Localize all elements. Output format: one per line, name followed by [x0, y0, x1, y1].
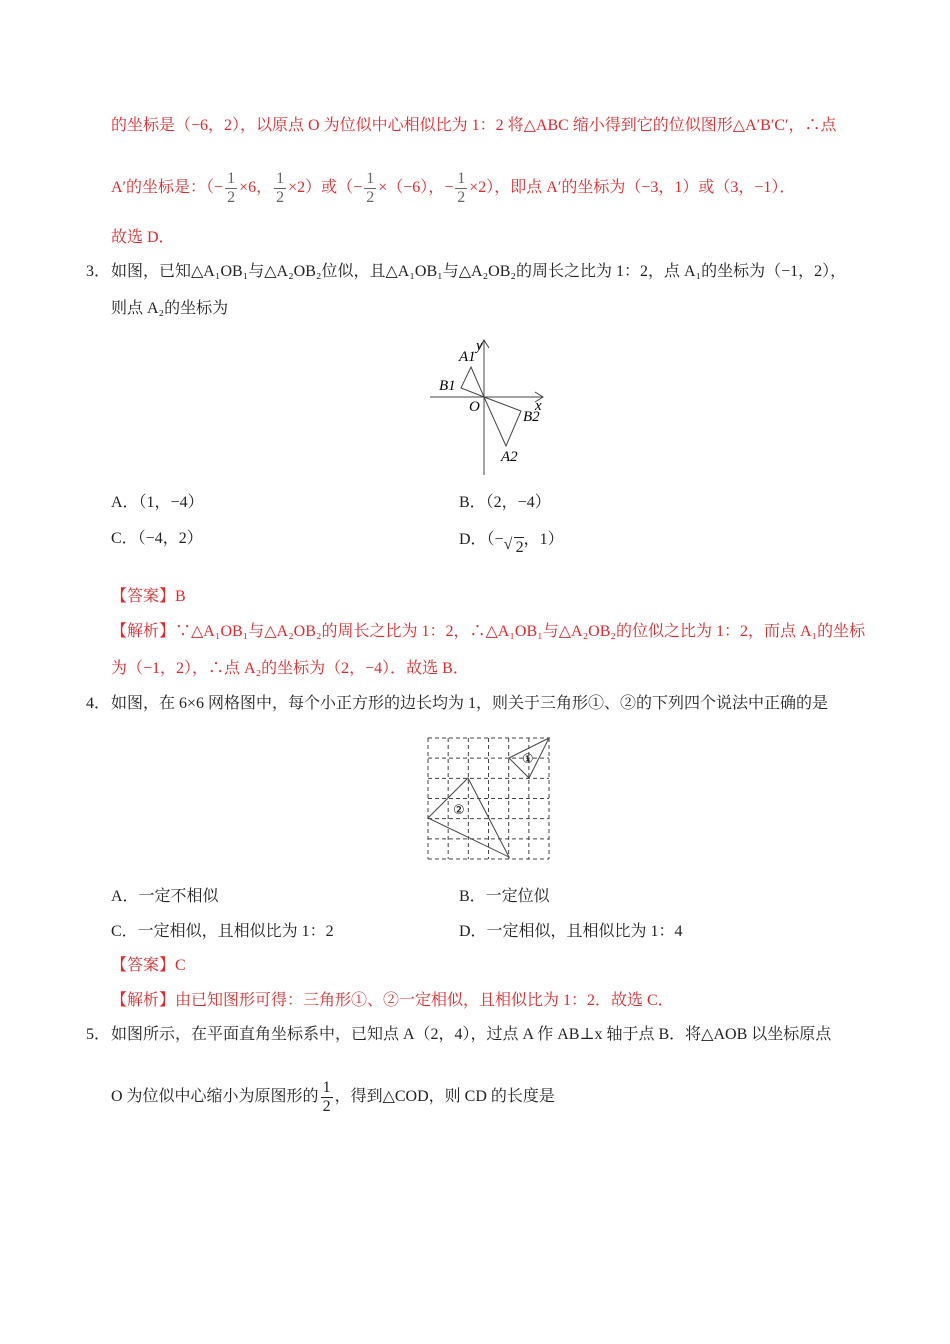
- text: ×（−6），−: [378, 179, 454, 196]
- label-x: x: [535, 398, 542, 414]
- q3-number: 3．: [86, 263, 111, 280]
- q5-number: 5．: [86, 1026, 111, 1043]
- denominator: 2: [366, 188, 375, 206]
- numerator: 1: [457, 169, 466, 187]
- text: ，得到△COD，则 CD 的长度是: [334, 1088, 555, 1105]
- text: ×2）或（−: [288, 179, 363, 196]
- q3-stem: 如图，已知△A₁OB₁与△A₂OB₂位似，且△A₁OB₁与△A₂OB₂的周长之比为 1：2，点 A₁的坐标为（−1，2），: [111, 263, 847, 280]
- denominator: 2: [322, 1097, 331, 1115]
- label-triangle-2: ②: [453, 803, 465, 818]
- q5-stem-2: [111, 1077, 555, 1117]
- label-b1: B1: [439, 378, 456, 394]
- fraction: [321, 1079, 333, 1116]
- text: ×2），即点 A′的坐标为（−3，1）或（3，−1）．: [469, 179, 796, 196]
- numerator: 1: [227, 169, 236, 187]
- q4-option-d: D．一定相似，且相似比为 1：4: [459, 923, 683, 940]
- q3-option-c: C．（−4，2）: [111, 530, 203, 547]
- denominator: 2: [276, 188, 285, 206]
- q4-stem: 如图，在 6×6 网格图中，每个小正方形的边长均为 1，则关于三角形①、②的下列四个说法中正确的是: [111, 695, 829, 712]
- label-b2: B2: [523, 409, 540, 425]
- text: ×6，: [239, 179, 273, 196]
- label-y: y: [476, 338, 483, 354]
- denominator: 2: [457, 188, 466, 206]
- denominator: 2: [227, 188, 236, 206]
- label-o: O: [469, 399, 480, 415]
- q3-answer: 【答案】B: [111, 588, 186, 605]
- text: ，1）: [523, 531, 564, 548]
- q4-option-c: C．一定相似，且相似比为 1：2: [111, 923, 334, 940]
- q3-analysis: 【解析】∵△A₁OB₁与△A₂OB₂的周长之比为 1：2，∴△A₁OB₁与△A₂OB₂的位似之比为 1：2，而点 A₁的坐标: [111, 623, 866, 640]
- label-a1: A1: [459, 349, 476, 365]
- q3-analysis-2: 为（−1，2），∴点 A₂的坐标为（2，−4）．故选 B．: [111, 660, 469, 677]
- q2-solution-line3: 故选 D．: [111, 229, 175, 246]
- numerator: 1: [276, 169, 285, 187]
- q5-stem: 如图所示，在平面直角坐标系中，已知点 A（2，4），过点 A 作 AB⊥x 轴于点 B．将△AOB 以坐标原点: [111, 1026, 832, 1043]
- text: D．（−: [459, 531, 504, 548]
- sqrt-radicand: √ 2: [514, 537, 524, 558]
- q4-option-a: A．一定不相似: [111, 888, 219, 905]
- q4-number: 4．: [86, 695, 111, 712]
- q4-option-b: B．一定位似: [459, 888, 550, 905]
- q4-analysis: 【解析】由已知图形可得：三角形①、②一定相似，且相似比为 1：2．故选 C．: [111, 992, 674, 1009]
- label-a2: A2: [501, 449, 518, 465]
- q2-solution-line1: 的坐标是（−6，2），以原点 O 为位似中心相似比为 1：2 将△ABC 缩小得到它的位似图形△A′B′C′，∴点: [111, 117, 837, 134]
- numerator: 1: [322, 1078, 331, 1096]
- text: A′的坐标是：（−: [111, 179, 224, 196]
- text: O 为位似中心缩小为原图形的: [111, 1088, 319, 1105]
- q3-option-b: B．（2，−4）: [459, 494, 551, 511]
- numerator: 1: [366, 169, 375, 187]
- q4-answer: 【答案】C: [111, 957, 186, 974]
- q3-option-a: A．（1，−4）: [111, 494, 204, 511]
- label-triangle-1: ①: [522, 752, 534, 767]
- q3-stem-2: 则点 A₂的坐标为: [111, 300, 229, 317]
